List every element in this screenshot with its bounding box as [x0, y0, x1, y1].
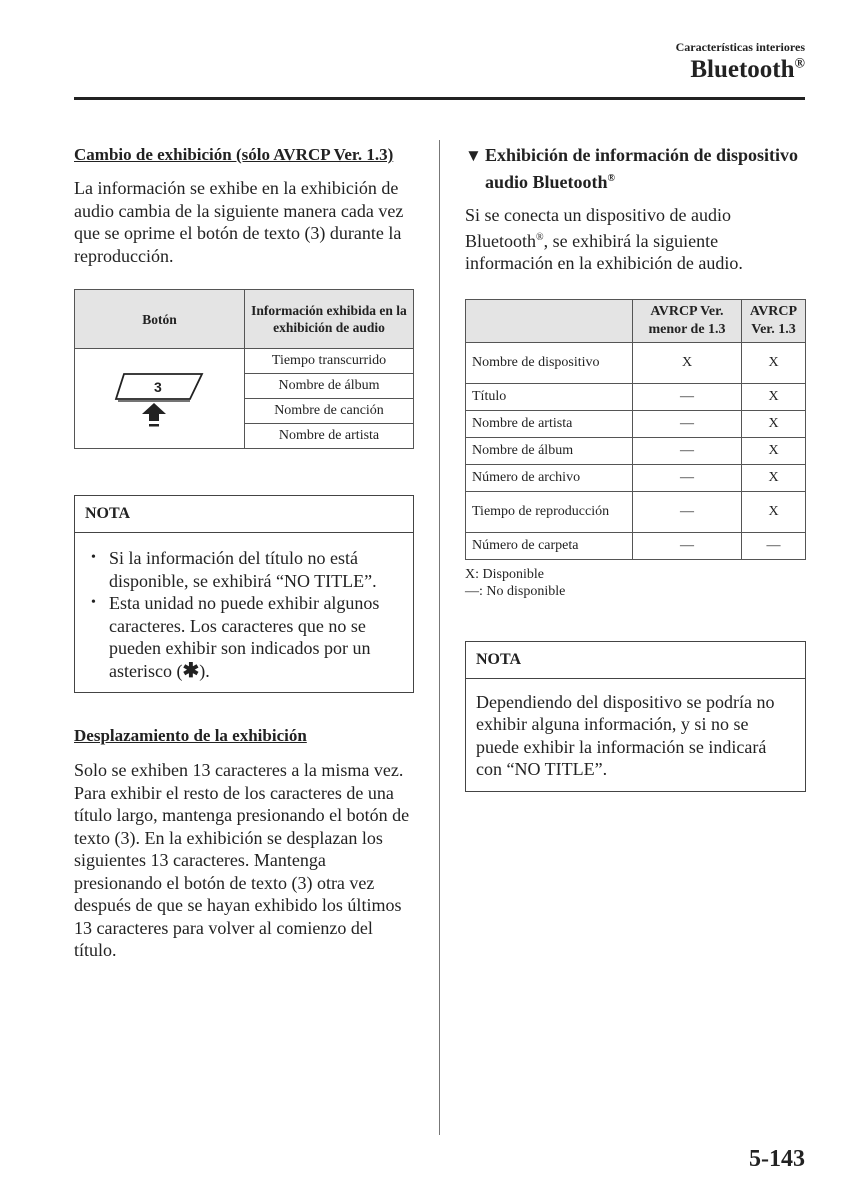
paragraph-display-change: La información se exhibe en la exhibición de audio cambia de la siguiente manera cada vez que se oprime el botón de texto (3) durante la reproducción. — [74, 178, 404, 266]
table-row: Nombre de artista — X — [466, 410, 806, 437]
table-header-avrcp-lower: AVRCP Ver. menor de 1.3 — [633, 299, 742, 342]
table-row: Nombre de dispositivo X X — [466, 342, 806, 383]
page-title: Bluetooth® — [690, 56, 805, 83]
note-box — [465, 641, 806, 792]
button-display-table — [74, 289, 414, 449]
table-row: Título — X — [466, 383, 806, 410]
subheading-display-change: Cambio de exhibición (sólo AVRCP Ver. 1.3) — [74, 145, 394, 164]
legend-available: X: Disponible — [465, 566, 544, 582]
note-bullet: • Si la información del título no está disponible, se exhibirá “NO TITLE”. — [75, 547, 403, 592]
table-row: Número de carpeta — — — [466, 532, 806, 559]
table-header-button: Botón — [75, 290, 245, 349]
note-text: Dependiendo del dispositivo se podría no exhibir alguna información, y si no se puede exhibir la información se indicará con “NO TITLE”. — [476, 691, 775, 779]
paragraph-scroll: Solo se exhiben 13 caracteres a la misma vez. Para exhibir el resto de los caracteres de una título largo, mantenga presionando el botón de texto (3). En la exhibición se desplazan los siguientes 13 caracteres. Mantenga presionando el botón de texto (3) otra vez después de que se hayan exhibido los últimos 13 caracteres para volver al comienzo del título. — [74, 760, 410, 960]
table-header-info: Información exhibida en la exhibición de audio — [245, 290, 414, 349]
table-header-avrcp-13: AVRCP Ver. 1.3 — [742, 299, 806, 342]
table-row: Tiempo de reproducción — X — [466, 491, 806, 532]
bluetooth-info-table — [465, 299, 806, 560]
table-cell-info: Tiempo transcurrido — [245, 349, 414, 374]
left-column — [74, 144, 414, 962]
subheading-scroll: Desplazamiento de la exhibición — [74, 726, 307, 745]
text-button-icon — [110, 365, 210, 427]
text-button-illustration — [75, 349, 245, 449]
section-header: Características interiores — [675, 40, 805, 54]
table-header-empty — [466, 299, 633, 342]
header-rule — [74, 97, 805, 100]
paragraph-bluetooth-info: Si se conecta un dispositivo de audio Bluetooth®, se exhibirá la siguiente información en la exhibición de audio. — [465, 205, 743, 273]
triangle-icon: ▼ — [465, 146, 482, 165]
right-column — [465, 144, 806, 792]
note-title: NOTA — [466, 642, 805, 679]
column-divider — [439, 140, 440, 1135]
note-bullet: • Esta unidad no puede exhibir algunos caracteres. Los caracteres que no se pueden exhibir son indicados por un asterisco (✱). — [75, 592, 403, 682]
legend-unavailable: —: No disponible — [465, 584, 566, 599]
page-number: 5-143 — [749, 1146, 805, 1172]
table-row: Nombre de álbum — X — [466, 437, 806, 464]
table-cell-info: Nombre de canción — [245, 399, 414, 424]
table-cell-info: Nombre de artista — [245, 424, 414, 449]
table-row: Número de archivo — X — [466, 464, 806, 491]
button-label: 3 — [153, 379, 162, 395]
note-title: NOTA — [75, 496, 413, 533]
table-cell-info: Nombre de álbum — [245, 374, 414, 399]
section-heading: ▼ Exhibición de información de dispositivo audio Bluetooth® — [465, 145, 799, 192]
note-box — [74, 495, 414, 693]
asterisk-icon: ✱ — [182, 659, 200, 682]
